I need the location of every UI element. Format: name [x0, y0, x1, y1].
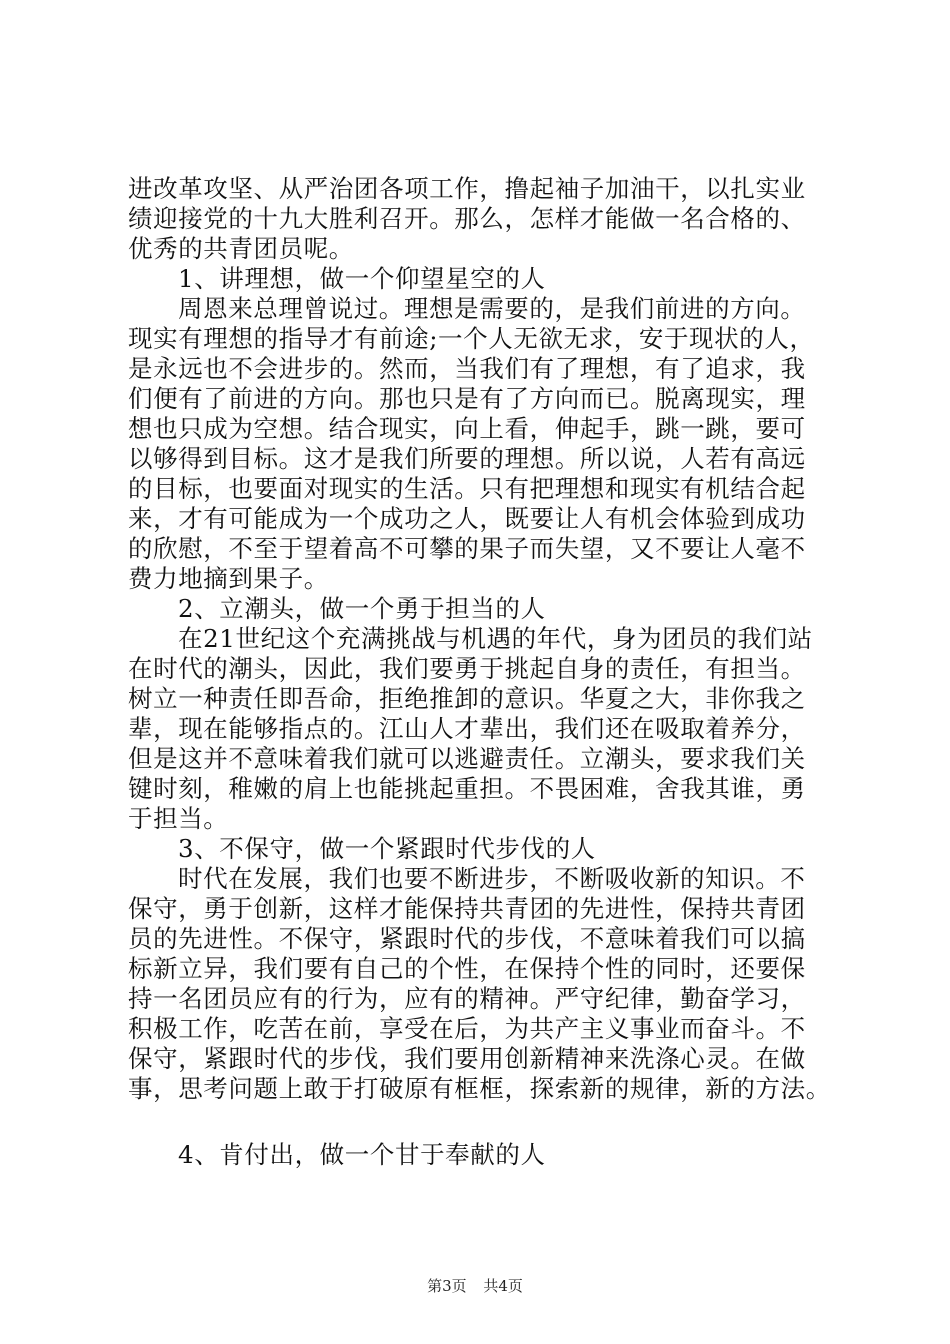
paragraph-line: 树立一种责任即吾命，拒绝推卸的意识。华夏之大，非你我之 [128, 684, 806, 713]
page-footer [0, 1276, 950, 1296]
paragraph-line: 费力地摘到果子。 [128, 564, 329, 593]
paragraph-line: 周恩来总理曾说过。理想是需要的，是我们前进的方向。 [178, 294, 806, 323]
paragraph-line: 进改革攻坚、从严治团各项工作，撸起袖子加油干，以扎实业 [128, 174, 806, 203]
paragraph-line: 积极工作，吃苦在前，享受在后，为共产主义事业而奋斗。不 [128, 1014, 806, 1043]
paragraph-line: 标新立异，我们要有自己的个性，在保持个性的同时，还要保 [128, 954, 806, 983]
paragraph-line: 员的先进性。不保守，紧跟时代的步伐，不意味着我们可以搞 [128, 924, 806, 953]
paragraph-line: 的欣慰，不至于望着高不可攀的果子而失望，又不要让人毫不 [128, 534, 806, 563]
paragraph-line: 在21世纪这个充满挑战与机遇的年代，身为团员的我们站 [178, 624, 813, 653]
page-total: 共4页 [483, 1277, 523, 1295]
paragraph-line: 以够得到目标。这才是我们所要的理想。所以说，人若有高远 [128, 444, 806, 473]
paragraph-line: 在时代的潮头，因此，我们要勇于挑起自身的责任，有担当。 [128, 654, 806, 683]
page-number: 第3页 [427, 1277, 467, 1295]
paragraph-line: 保守，紧跟时代的步伐，我们要用创新精神来洗涤心灵。在做 [128, 1044, 806, 1073]
document-body [128, 174, 831, 1170]
section-heading-4: 4、肯付出，做一个甘于奉献的人 [178, 1140, 546, 1169]
section-heading-2: 2、立潮头，做一个勇于担当的人 [178, 594, 546, 623]
paragraph-line: 的目标，也要面对现实的生活。只有把理想和现实有机结合起 [128, 474, 806, 503]
paragraph-line: 持一名团员应有的行为，应有的精神。严守纪律，勤奋学习， [128, 984, 806, 1013]
paragraph-line: 键时刻，稚嫩的肩上也能挑起重担。不畏困难，舍我其谁，勇 [128, 774, 806, 803]
paragraph-line: 是永远也不会进步的。然而，当我们有了理想，有了追求，我 [128, 354, 806, 383]
paragraph-line: 辈，现在能够指点的。江山人才辈出，我们还在吸取着养分， [128, 714, 806, 743]
paragraph-line: 绩迎接党的十九大胜利召开。那么，怎样才能做一名合格的、 [128, 204, 806, 233]
section-heading-3: 3、不保守，做一个紧跟时代步伐的人 [178, 834, 596, 863]
paragraph-line: 但是这并不意味着我们就可以逃避责任。立潮头，要求我们关 [128, 744, 806, 773]
section-heading-1: 1、讲理想，做一个仰望星空的人 [178, 264, 546, 293]
paragraph-line: 于担当。 [128, 804, 229, 833]
paragraph-line: 们便有了前进的方向。那也只是有了方向而已。脱离现实，理 [128, 384, 806, 413]
paragraph-line: 优秀的共青团员呢。 [128, 234, 354, 263]
paragraph-line: 来，才有可能成为一个成功之人，既要让人有机会体验到成功 [128, 504, 806, 533]
paragraph-line: 现实有理想的指导才有前途;一个人无欲无求，安于现状的人， [128, 324, 815, 353]
paragraph-line: 想也只成为空想。结合现实，向上看，伸起手，跳一跳，要可 [128, 414, 806, 443]
paragraph-line: 保守，勇于创新，这样才能保持共青团的先进性，保持共青团 [128, 894, 806, 923]
paragraph-line: 事，思考问题上敢于打破原有框框，探索新的规律，新的方法。 [128, 1074, 831, 1103]
paragraph-line: 时代在发展，我们也要不断进步，不断吸收新的知识。不 [178, 864, 806, 893]
